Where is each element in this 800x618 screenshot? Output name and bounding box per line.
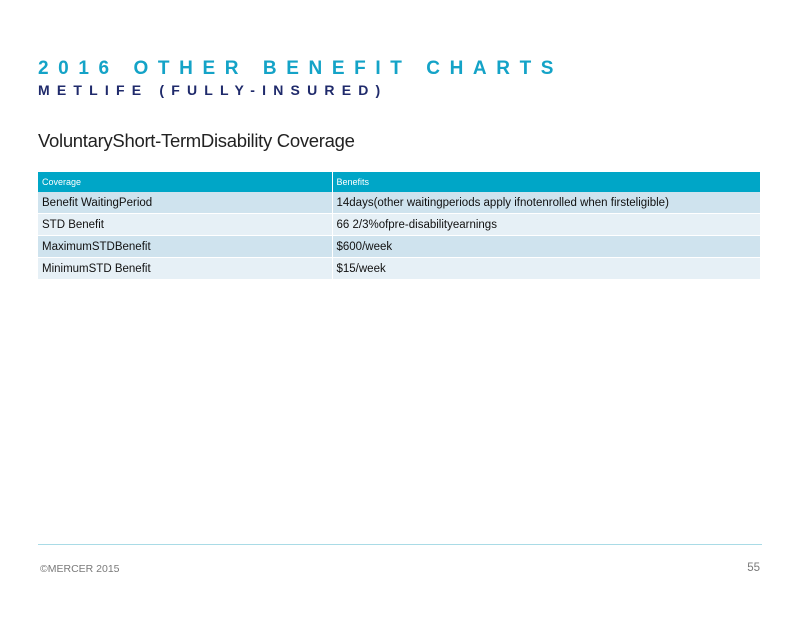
coverage-cell: STD Benefit bbox=[38, 214, 332, 236]
table-header-row bbox=[38, 172, 760, 192]
footer-divider bbox=[38, 544, 762, 545]
table-row bbox=[38, 236, 760, 258]
benefit-cell: $600/week bbox=[332, 236, 760, 258]
coverage-cell: Benefit WaitingPeriod bbox=[38, 192, 332, 214]
benefit-cell: $15/week bbox=[332, 258, 760, 280]
slide-subtitle: METLIFE (FULLY-INSURED) bbox=[38, 82, 388, 98]
coverage-cell: MinimumSTD Benefit bbox=[38, 258, 332, 280]
table-row bbox=[38, 192, 760, 214]
table-row bbox=[38, 214, 760, 236]
slide-title: 2016 OTHER BENEFIT CHARTS bbox=[38, 58, 564, 79]
benefits-column-header: Benefits bbox=[332, 172, 760, 192]
section-heading: VoluntaryShort-TermDisability Coverage bbox=[38, 130, 355, 151]
coverage-cell: MaximumSTDBenefit bbox=[38, 236, 332, 258]
coverage-column-header: Coverage bbox=[38, 172, 332, 192]
benefit-cell: 66 2/3%ofpre-disabilityearnings bbox=[332, 214, 760, 236]
benefit-cell: 14days(other waitingperiods apply ifnotenrolled when firsteligible) bbox=[332, 192, 760, 214]
benefits-table bbox=[38, 172, 761, 280]
table-row bbox=[38, 258, 760, 280]
copyright-text: ©MERCER 2015 bbox=[40, 563, 120, 575]
page-number: 55 bbox=[747, 562, 760, 574]
